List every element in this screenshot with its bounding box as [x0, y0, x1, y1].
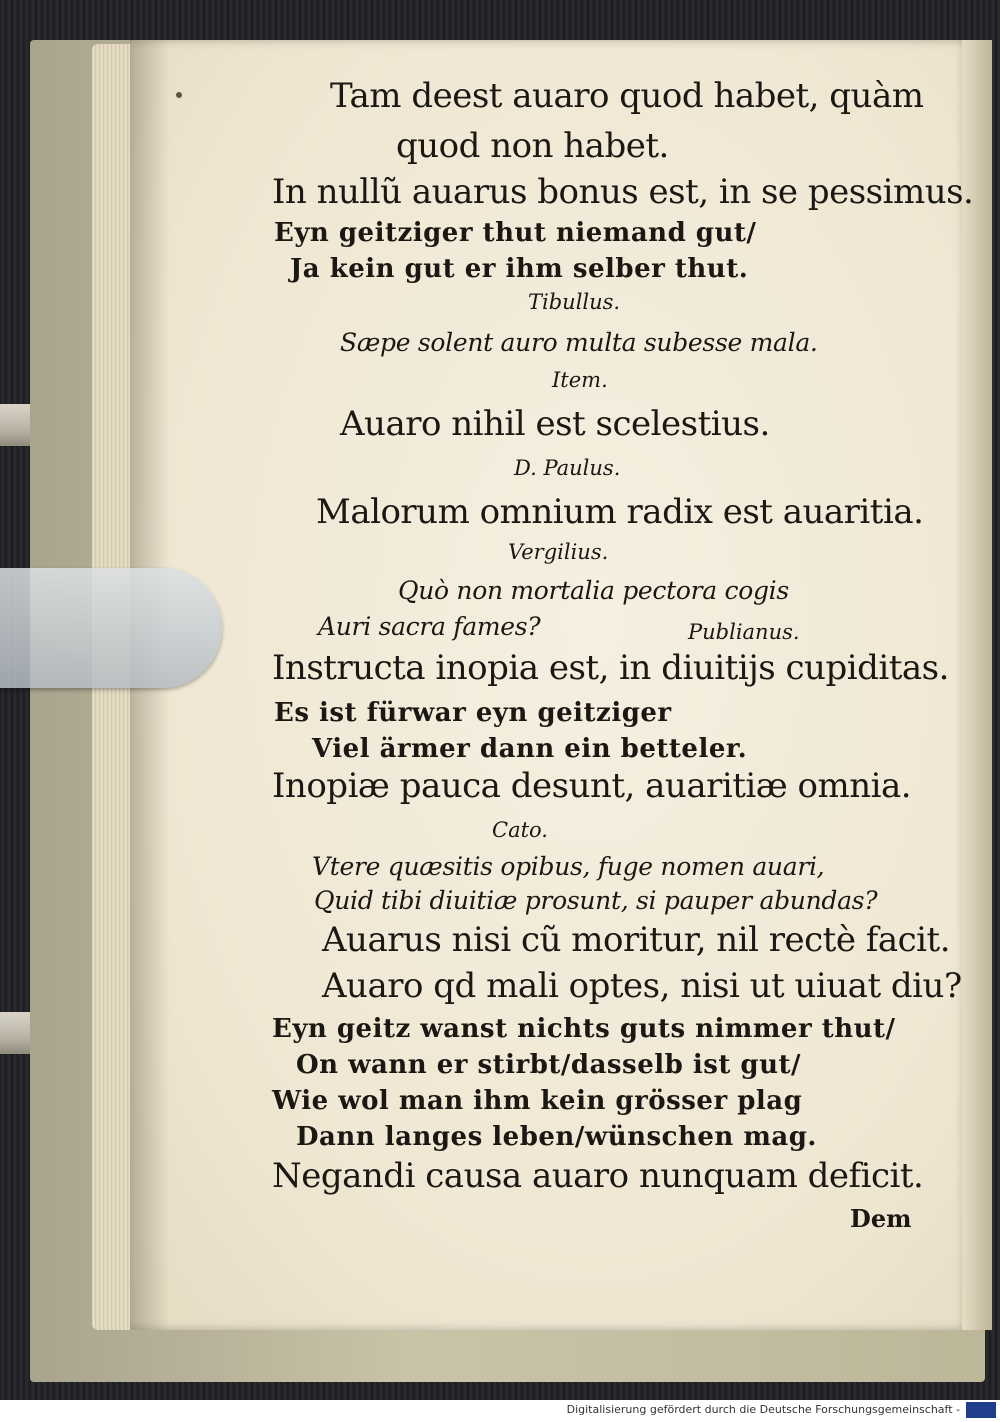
text-line: Eyn geitz wanst nichts guts nimmer thut/ [272, 1014, 896, 1044]
text-line: Auri sacra fames? [318, 612, 541, 641]
text-line: Malorum omnium radix est auaritia. [316, 492, 924, 532]
ink-speck [176, 92, 182, 98]
text-line: Eyn geitziger thut niemand gut/ [274, 218, 757, 248]
text-line: Vtere quæsitis opibus, fuge nomen auari, [312, 852, 825, 881]
author-name: Vergilius. [508, 540, 609, 564]
text-line: Auaro qd mali optes, nisi ut uiuat diu? [322, 966, 962, 1006]
text-line: Quò non mortalia pectora cogis [398, 576, 789, 605]
text-line: Tam deest auaro quod habet, quàm [330, 76, 924, 116]
text-line: Sæpe solent auro multa subesse mala. [340, 328, 818, 357]
author-name: Item. [552, 368, 608, 392]
author-name: D. Paulus. [514, 456, 621, 480]
catchword: Dem [850, 1204, 912, 1233]
author-name: Cato. [492, 818, 548, 842]
page-right-edge [962, 40, 992, 1330]
text-line: Instructa inopia est, in diuitijs cupiditas. [272, 648, 949, 688]
dfg-logo [966, 1402, 996, 1418]
text-line: On wann er stirbt/dasselb ist gut/ [296, 1050, 802, 1080]
footer-credit: Digitalisierung gefördert durch die Deutsche Forschungsgemeinschaft - [566, 1403, 960, 1416]
text-line: Es ist fürwar eyn geitziger [274, 698, 672, 728]
text-line: In nullũ auarus bonus est, in se pessimus. [272, 172, 974, 212]
text-line: quod non habet. [396, 126, 669, 166]
text-line: Ja kein gut er ihm selber thut. [290, 254, 749, 284]
text-line: Quid tibi diuitiæ prosunt, si pauper abundas? [314, 886, 878, 915]
text-line: Negandi causa auaro nunquam deficit. [272, 1156, 924, 1196]
bookmark-slip [0, 568, 222, 688]
text-line: Auarus nisi cũ moritur, nil rectè facit. [322, 920, 951, 960]
footer-bar [0, 1400, 1000, 1422]
text-line: Dann langes leben/wünschen mag. [296, 1122, 817, 1152]
author-name: Publianus. [688, 620, 800, 644]
text-line: Inopiæ pauca desunt, auaritiæ omnia. [272, 766, 912, 806]
text-line: Viel ärmer dann ein betteler. [312, 734, 748, 764]
text-line: Wie wol man ihm kein grösser plag [272, 1086, 803, 1116]
text-line: Auaro nihil est scelestius. [340, 404, 770, 444]
author-name: Tibullus. [528, 290, 621, 314]
